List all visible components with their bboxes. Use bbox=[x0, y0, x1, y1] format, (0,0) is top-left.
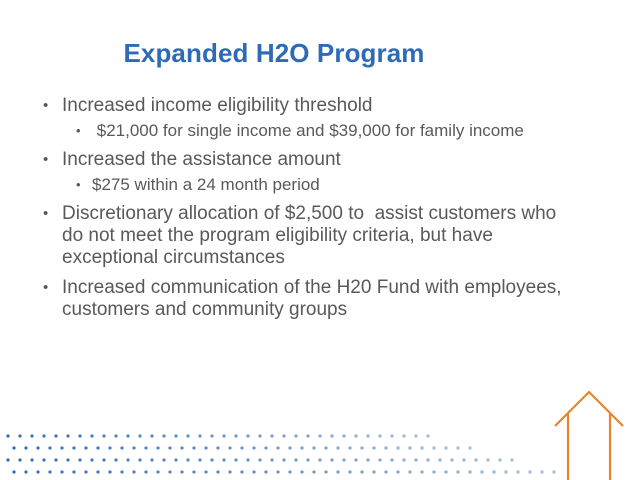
decor-dot bbox=[6, 458, 9, 461]
decor-dot bbox=[102, 458, 105, 461]
decor-dot bbox=[264, 470, 267, 473]
sub-bullet-item bbox=[40, 120, 580, 141]
decor-dot bbox=[72, 470, 75, 473]
decor-dot bbox=[384, 446, 387, 449]
decor-dot bbox=[504, 470, 507, 473]
decor-dot bbox=[348, 470, 351, 473]
decor-dot bbox=[114, 434, 117, 437]
decor-dot bbox=[432, 446, 435, 449]
decor-dot bbox=[162, 434, 165, 437]
decor-dot bbox=[306, 458, 309, 461]
decor-dot bbox=[144, 446, 147, 449]
decor-dot bbox=[300, 470, 303, 473]
decor-dot bbox=[174, 458, 177, 461]
decor-dot bbox=[456, 446, 459, 449]
decor-dot bbox=[414, 434, 417, 437]
sub-bullet-item bbox=[40, 174, 580, 195]
decor-dot bbox=[132, 470, 135, 473]
bullet-dot-icon: • bbox=[43, 279, 49, 296]
decor-dot bbox=[258, 458, 261, 461]
decor-dot bbox=[210, 458, 213, 461]
decor-dot bbox=[276, 446, 279, 449]
decor-dot bbox=[66, 458, 69, 461]
decor-dot bbox=[180, 446, 183, 449]
decor-dot bbox=[336, 446, 339, 449]
decor-dot bbox=[222, 434, 225, 437]
decor-dot bbox=[144, 470, 147, 473]
decor-dot bbox=[516, 470, 519, 473]
decor-dot bbox=[270, 434, 273, 437]
sub-bullet-text: $21,000 for single income and $39,000 for family income bbox=[92, 121, 524, 140]
decor-dot bbox=[42, 434, 45, 437]
bullet-dot-icon: • bbox=[76, 123, 81, 138]
decor-dot bbox=[462, 458, 465, 461]
decor-dot bbox=[240, 470, 243, 473]
decor-dot bbox=[6, 434, 9, 437]
decor-dot bbox=[198, 458, 201, 461]
decor-dot bbox=[330, 458, 333, 461]
decor-dot bbox=[234, 434, 237, 437]
decor-dot bbox=[216, 446, 219, 449]
decor-dot bbox=[306, 434, 309, 437]
decor-dot bbox=[408, 470, 411, 473]
decor-dot bbox=[36, 470, 39, 473]
decor-dot bbox=[228, 446, 231, 449]
decor-dot bbox=[78, 434, 81, 437]
decor-dot bbox=[240, 446, 243, 449]
decor-dot bbox=[540, 470, 543, 473]
decor-dot bbox=[264, 446, 267, 449]
decor-dot bbox=[12, 446, 15, 449]
dot-pattern-decoration bbox=[0, 430, 640, 480]
decor-dot bbox=[108, 446, 111, 449]
decor-dot bbox=[192, 470, 195, 473]
decor-dot bbox=[120, 446, 123, 449]
decor-dot bbox=[354, 434, 357, 437]
decor-dot bbox=[276, 470, 279, 473]
decor-dot bbox=[150, 458, 153, 461]
decor-dot bbox=[510, 458, 513, 461]
decor-dot bbox=[210, 434, 213, 437]
decor-dot bbox=[486, 458, 489, 461]
decor-dot bbox=[48, 446, 51, 449]
decor-dot bbox=[342, 458, 345, 461]
decor-dot bbox=[246, 434, 249, 437]
decor-dot bbox=[174, 434, 177, 437]
decor-dot bbox=[96, 446, 99, 449]
decor-dot bbox=[528, 470, 531, 473]
decor-dot bbox=[372, 470, 375, 473]
decor-dot bbox=[378, 458, 381, 461]
decor-dot bbox=[36, 446, 39, 449]
decor-dot bbox=[204, 470, 207, 473]
decor-dot bbox=[228, 470, 231, 473]
decor-dot bbox=[18, 458, 21, 461]
decor-dot bbox=[60, 446, 63, 449]
decor-dot bbox=[360, 446, 363, 449]
decor-dot bbox=[96, 470, 99, 473]
bullet-item bbox=[40, 149, 580, 171]
decor-dot bbox=[186, 434, 189, 437]
decor-dot bbox=[168, 446, 171, 449]
decor-dot bbox=[480, 470, 483, 473]
decor-dot bbox=[84, 446, 87, 449]
decor-dot bbox=[342, 434, 345, 437]
decor-dot bbox=[414, 458, 417, 461]
decor-dot bbox=[120, 470, 123, 473]
bullet-dot-icon: • bbox=[43, 205, 49, 222]
decor-dot bbox=[402, 458, 405, 461]
decor-dot bbox=[444, 470, 447, 473]
decor-dot bbox=[30, 458, 33, 461]
decor-dot bbox=[366, 434, 369, 437]
decor-dot bbox=[84, 470, 87, 473]
decor-dot bbox=[222, 458, 225, 461]
decor-dot bbox=[318, 458, 321, 461]
decor-dot bbox=[288, 470, 291, 473]
decor-dot bbox=[204, 446, 207, 449]
decor-dot bbox=[390, 434, 393, 437]
bullet-item bbox=[40, 95, 580, 117]
decor-dot bbox=[48, 470, 51, 473]
decor-dot bbox=[492, 470, 495, 473]
decor-dot bbox=[318, 434, 321, 437]
decor-dot bbox=[114, 458, 117, 461]
decor-dot bbox=[366, 458, 369, 461]
bullet-text: Increased communication of the H20 Fund with employees, customers and community groups bbox=[62, 277, 562, 320]
decor-dot bbox=[468, 446, 471, 449]
decor-dot bbox=[126, 458, 129, 461]
decor-dot bbox=[384, 470, 387, 473]
decor-dot bbox=[336, 470, 339, 473]
bullet-item bbox=[40, 203, 580, 269]
bullet-list bbox=[40, 95, 580, 321]
decor-dot bbox=[396, 446, 399, 449]
bullet-item bbox=[40, 277, 580, 321]
decor-dot bbox=[90, 434, 93, 437]
decor-dot bbox=[396, 470, 399, 473]
decor-dot bbox=[66, 434, 69, 437]
decor-dot bbox=[150, 434, 153, 437]
decor-dot bbox=[72, 446, 75, 449]
decor-dot bbox=[258, 434, 261, 437]
decor-dot bbox=[90, 458, 93, 461]
decor-dot bbox=[294, 458, 297, 461]
decor-dot bbox=[102, 434, 105, 437]
decor-dot bbox=[456, 470, 459, 473]
bullet-dot-icon: • bbox=[76, 177, 81, 192]
decor-dot bbox=[408, 446, 411, 449]
decor-dot bbox=[18, 434, 21, 437]
decor-dot bbox=[234, 458, 237, 461]
bullet-text: Discretionary allocation of $2,500 to assist customers who do not meet the program eligibility criteria, but have exceptional circumstances bbox=[62, 203, 562, 268]
decor-dot bbox=[252, 470, 255, 473]
decor-dot bbox=[216, 470, 219, 473]
decor-dot bbox=[390, 458, 393, 461]
decor-dot bbox=[270, 458, 273, 461]
decor-dot bbox=[324, 446, 327, 449]
decor-dot bbox=[312, 470, 315, 473]
slide-title: Expanded H2O Program bbox=[123, 38, 425, 68]
decor-dot bbox=[54, 434, 57, 437]
decor-dot bbox=[498, 458, 501, 461]
decor-dot bbox=[438, 458, 441, 461]
decor-dot bbox=[420, 446, 423, 449]
decor-dot bbox=[138, 434, 141, 437]
decor-dot bbox=[312, 446, 315, 449]
decor-dot bbox=[324, 470, 327, 473]
decor-dot bbox=[168, 470, 171, 473]
decor-dot bbox=[372, 446, 375, 449]
decor-dot bbox=[300, 446, 303, 449]
decor-dot bbox=[126, 434, 129, 437]
decor-dot bbox=[156, 470, 159, 473]
decor-dot bbox=[426, 434, 429, 437]
decor-dot bbox=[132, 446, 135, 449]
decor-dot bbox=[186, 458, 189, 461]
decor-dot bbox=[156, 446, 159, 449]
decor-dot bbox=[474, 458, 477, 461]
decor-dot bbox=[360, 470, 363, 473]
bullet-dot-icon: • bbox=[43, 97, 49, 114]
decor-dot bbox=[198, 434, 201, 437]
decor-dot bbox=[426, 458, 429, 461]
decor-dot bbox=[180, 470, 183, 473]
decor-dot bbox=[54, 458, 57, 461]
bullet-dot-icon: • bbox=[43, 151, 49, 168]
decor-dot bbox=[78, 458, 81, 461]
decor-dot bbox=[282, 434, 285, 437]
house-outline-icon bbox=[552, 388, 632, 480]
decor-dot bbox=[138, 458, 141, 461]
decor-dot bbox=[354, 458, 357, 461]
decor-dot bbox=[108, 470, 111, 473]
bullet-text: Increased income eligibility threshold bbox=[62, 95, 373, 116]
decor-dot bbox=[348, 446, 351, 449]
decor-dot bbox=[288, 446, 291, 449]
decor-dot bbox=[24, 446, 27, 449]
decor-dot bbox=[162, 458, 165, 461]
decor-dot bbox=[402, 434, 405, 437]
decor-dot bbox=[444, 446, 447, 449]
decor-dot bbox=[30, 434, 33, 437]
decor-dot bbox=[450, 458, 453, 461]
decor-dot bbox=[12, 470, 15, 473]
decor-dot bbox=[378, 434, 381, 437]
decor-dot bbox=[60, 470, 63, 473]
decor-dot bbox=[294, 434, 297, 437]
sub-bullet-text: $275 within a 24 month period bbox=[92, 175, 320, 194]
decor-dot bbox=[330, 434, 333, 437]
bullet-text: Increased the assistance amount bbox=[62, 149, 341, 170]
decor-dot bbox=[282, 458, 285, 461]
decor-dot bbox=[420, 470, 423, 473]
decor-dot bbox=[432, 470, 435, 473]
decor-dot bbox=[24, 470, 27, 473]
decor-dot bbox=[468, 470, 471, 473]
decor-dot bbox=[252, 446, 255, 449]
decor-dot bbox=[192, 446, 195, 449]
decor-dot bbox=[42, 458, 45, 461]
decor-dot bbox=[246, 458, 249, 461]
